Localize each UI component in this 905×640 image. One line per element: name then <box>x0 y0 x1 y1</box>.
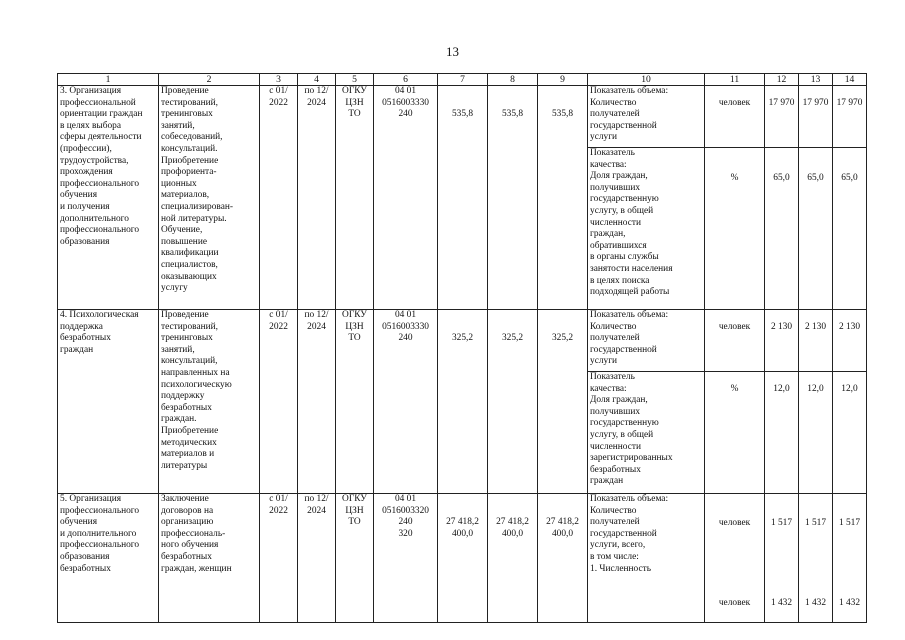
amount-cell: 325,2 <box>538 310 588 494</box>
value-cell: 2 130 <box>833 310 867 372</box>
amount-cell: 325,2 <box>488 310 538 494</box>
end-cell: по 12/ 2024 <box>298 86 336 310</box>
col-header: 12 <box>765 74 799 86</box>
col-header: 13 <box>799 74 833 86</box>
start-cell: с 01/ 2022 <box>260 310 298 494</box>
unit-cell: человек <box>718 517 751 528</box>
col-header: 5 <box>336 74 374 86</box>
unit-cell: % <box>705 148 765 310</box>
col-header: 4 <box>298 74 336 86</box>
col-header: 1 <box>58 74 159 86</box>
value-cell: 1 432 <box>838 598 861 609</box>
amount-cell: 325,2 <box>438 310 488 494</box>
value-cell: 17 970 <box>833 86 867 148</box>
col-header: 10 <box>588 74 705 86</box>
unit-cell: человек <box>705 86 765 148</box>
amount-cell: 535,8 <box>488 86 538 310</box>
table-row <box>58 494 867 623</box>
value-cell: 12,0 <box>833 372 867 494</box>
start-cell: с 01/ 2022 <box>260 494 298 623</box>
budget-code-cell: 04 01 0516003320 240 320 <box>374 494 438 623</box>
col-header: 7 <box>438 74 488 86</box>
col-header: 14 <box>833 74 867 86</box>
unit-cell: человек <box>705 310 765 372</box>
value-cell: 12,0 <box>765 372 799 494</box>
activity-cell: 5. Организация профессионального обучения и дополнительного профессионального образования безработных <box>58 494 159 623</box>
indicator-cell: Показатель объема: Количество получателей государственной услуги <box>588 86 705 148</box>
col-header: 6 <box>374 74 438 86</box>
value-cell: 1 517 <box>804 517 827 528</box>
unit-cell: человек <box>718 598 751 609</box>
col-header: 9 <box>538 74 588 86</box>
value-cell: 2 130 <box>799 310 833 372</box>
end-cell: по 12/ 2024 <box>298 310 336 494</box>
value-cell: 1 517 <box>770 517 793 528</box>
start-cell: с 01/ 2022 <box>260 86 298 310</box>
col-header: 3 <box>260 74 298 86</box>
value-cell: 1 432 <box>804 598 827 609</box>
value-cell: 65,0 <box>799 148 833 310</box>
activity-cell: 4. Психологическая поддержка безработных граждан <box>58 310 159 494</box>
indicator-cell: Показатель качества: Доля граждан, получивших государственную услугу, в общей численности зарегистрированных безработных граждан <box>588 372 705 494</box>
value-cell: 2 130 <box>765 310 799 372</box>
unit-cell: % <box>705 372 765 494</box>
value-cell: 65,0 <box>765 148 799 310</box>
value-cell: 1 517 <box>838 517 861 528</box>
col-header: 11 <box>705 74 765 86</box>
col-header: 2 <box>159 74 260 86</box>
indicator-cell: Показатель объема: Количество получателей государственной услуги <box>588 310 705 372</box>
executor-cell: ОГКУ ЦЗН ТО <box>336 86 374 310</box>
budget-code-cell: 04 01 0516003330 240 <box>374 86 438 310</box>
end-cell: по 12/ 2024 <box>298 494 336 623</box>
amount-cell: 535,8 <box>538 86 588 310</box>
value-cell: 17 970 <box>799 86 833 148</box>
amount-cell: 27 418,2 400,0 <box>438 494 488 623</box>
table-row <box>58 86 867 148</box>
budget-code-cell: 04 01 0516003330 240 <box>374 310 438 494</box>
activity-cell: 3. Организация профессиональной ориентации граждан в целях выбора сферы деятельности (профессии), трудоустройства, прохождения профессионального обучения и получения дополнительного профессионального образования <box>58 86 159 310</box>
description-cell: Заключение договоров на организацию профессиональ- ного обучения безработных граждан, женщин <box>159 494 260 623</box>
page-number: 13 <box>446 44 459 59</box>
value-cell: 65,0 <box>833 148 867 310</box>
col-header: 8 <box>488 74 538 86</box>
executor-cell: ОГКУ ЦЗН ТО <box>336 310 374 494</box>
executor-cell: ОГКУ ЦЗН ТО <box>336 494 374 623</box>
header-row <box>58 74 867 86</box>
value-cell: 12,0 <box>799 372 833 494</box>
value-cell: 1 432 <box>770 598 793 609</box>
amount-cell: 27 418,2 400,0 <box>488 494 538 623</box>
description-cell: Проведение тестирований, тренинговых занятий, собеседований, консультаций. Приобретение профориента- ционных материалов, специализирован- ной литературы. Обучение, повышение квалификации специалистов, оказывающих услугу <box>159 86 260 310</box>
indicator-cell: Показатель объема: Количество получателей государственной услуги, всего, в том числе: 1. Численность <box>588 494 705 623</box>
amount-cell: 27 418,2 400,0 <box>538 494 588 623</box>
description-cell: Проведение тестирований, тренинговых занятий, консультаций, направленных на психологическую поддержку безработных граждан. Приобретение методических материалов и литературы <box>159 310 260 494</box>
indicator-cell: Показатель качества: Доля граждан, получивших государственную услугу, в общей численности граждан, обратившихся в органы службы занятости населения в целях поиска подходящей работы <box>588 148 705 310</box>
table-row <box>58 310 867 372</box>
amount-cell: 535,8 <box>438 86 488 310</box>
value-cell: 17 970 <box>765 86 799 148</box>
program-table <box>57 73 867 623</box>
